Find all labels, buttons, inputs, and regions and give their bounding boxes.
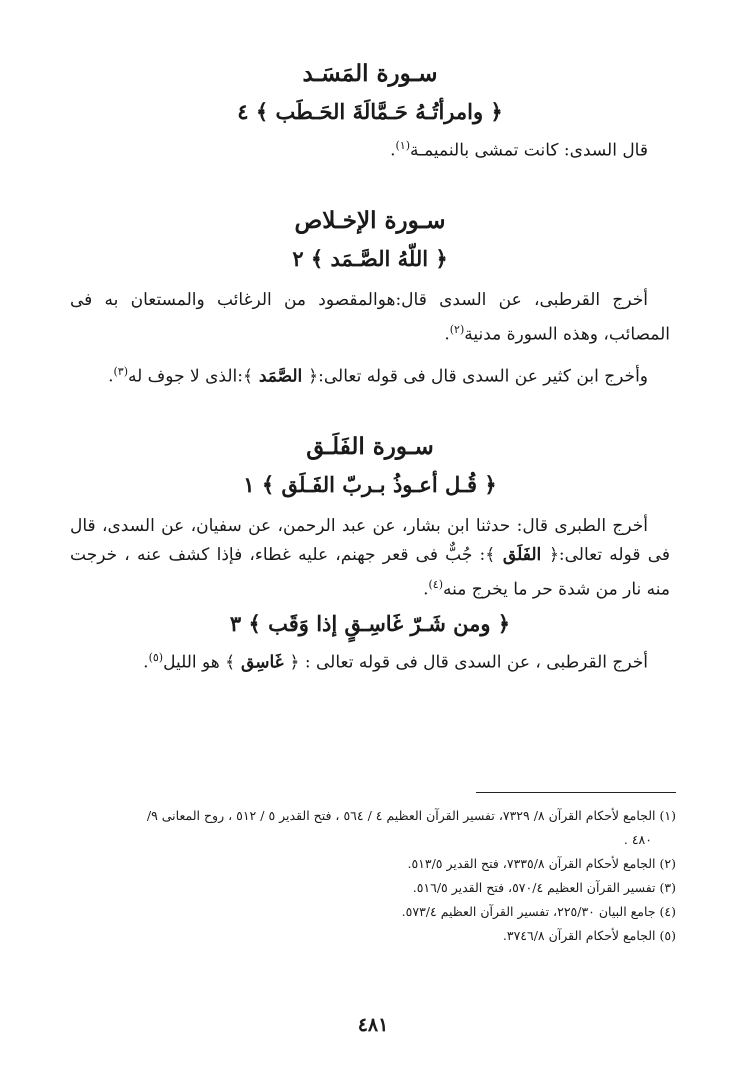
footnote-3: (٣) تفسير القرآن العظيم ٥٧٠/٤، فتح القدير ٥١٦/٥.: [412, 880, 676, 895]
footnote-ref[interactable]: (٣): [113, 365, 128, 379]
paragraph: أخرج القرطبى، عن السدى قال:هوالمقصود من الرغائب والمستعان به فى المصائب، وهذه السورة مدنية$^{(٢)}$.: [70, 289, 670, 345]
surah-title-ikhlas: سـورة الإخـلاص: [294, 206, 446, 234]
footnote-1-continued: ٤٨٠ .: [623, 832, 652, 847]
footnote-4: (٤) جامع البيان ٢٢٥/٣٠، تفسير القرآن العظيم ٥٧٣/٤.: [401, 904, 676, 919]
surah-title-falaq: سـورة الفَلَـق: [306, 432, 434, 460]
footnote-2: (٢) الجامع لأحكام القرآن ٧٣٣٥/٨، فتح القدير ٥١٣/٥.: [407, 856, 676, 871]
paragraph: أخرج الطبرى قال: حدثنا ابن بشار، عن عبد الرحمن، عن سفيان، عن السدى، قال فى قوله تعالى:﴿ الفَلَق ﴾: جُبٌّ فى قعر جهنم، عليه غطاء، فإذا كشف عنه ، خرجت منه نار من شدة حر ما يخرج منه$^{(٤)}$.: [70, 515, 670, 600]
surah-title-masad: سـورة المَسَـد: [302, 60, 438, 87]
footnote-divider: [476, 792, 676, 793]
paragraph: أخرج القرطبى ، عن السدى قال فى قوله تعالى : ﴿ غَاسِق ﴾ هو الليل$^{(٥)}$.: [143, 650, 648, 673]
page-body: [70, 55, 670, 677]
footnote-5: (٥) الجامع لأحكام القرآن ٣٧٤٦/٨.: [502, 928, 676, 943]
footnote-ref[interactable]: (٥): [148, 650, 164, 664]
paragraph: وأخرج ابن كثير عن السدى قال فى قوله تعالى:﴿ الصَّمَد ﴾:الذى لا جوف له$^{(٣)}$.: [108, 365, 648, 387]
verse-ikhlas: ﴿ اللّهُ الصَّـمَد ﴾ ٢: [292, 245, 448, 271]
footnote-1: (١) الجامع لأحكام القرآن ٨/ ٧٣٢٩، تفسير القرآن العظيم ٤ / ٥٦٤ ، فتح القدير ٥ / ٥١٢ ، روح المعانى ٩/: [146, 808, 676, 823]
verse-falaq: ﴿ قُـل أعـوذُ بـربّ الفَـلَق ﴾ ١: [243, 471, 497, 497]
footnote-ref[interactable]: (١): [395, 139, 410, 152]
footnotes: [70, 804, 676, 948]
verse-falaq-3: ﴿ ومن شَـرّ غَاسِـقٍ إذا وَقَب ﴾ ٣: [229, 610, 511, 636]
footnote-ref[interactable]: (٤): [428, 577, 443, 591]
footnote-ref[interactable]: (٢): [449, 322, 465, 336]
page-number: ٤٨١: [357, 1014, 389, 1036]
verse-masad: ﴿ وامرأتُـهُ حَـمَّالَةَ الحَـطَب ﴾ ٤: [237, 99, 503, 124]
paragraph: قال السدى: كانت تمشى بالنميمـة$^{(١)}$.: [390, 139, 648, 161]
